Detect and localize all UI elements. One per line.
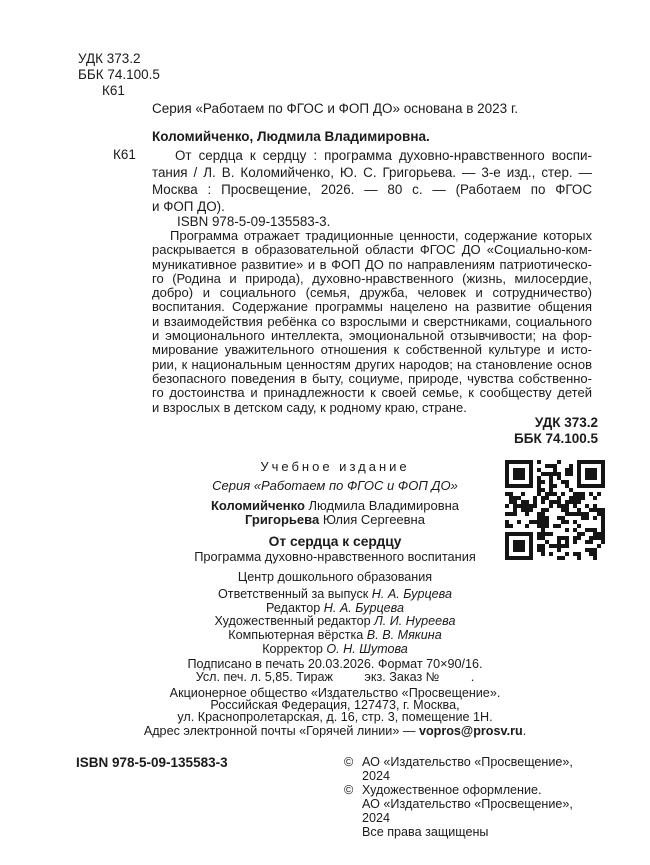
credit-row <box>75 628 595 642</box>
author-given-names: Юлия Сергеевна <box>322 512 425 527</box>
annotation-line: го достоинства и принадлежности к своей семье, к сообществу детей <box>152 385 592 401</box>
annotation-line: воспитания. Содержание программы нацелено на развитие общения <box>152 299 592 315</box>
author-name <box>75 513 595 527</box>
credit-row <box>75 642 595 656</box>
print-info-line: Подписано в печать 20.03.2026. Формат 70×90/16. <box>187 657 483 671</box>
udk-code: УДК 373.2 <box>78 51 141 66</box>
credit-name: Н. А. Бурцева <box>323 601 404 615</box>
credit-role: Редактор <box>266 601 321 615</box>
annotation-line: го (Родина и природа), духовно-нравственного (жизнь, милосердие, <box>152 270 592 286</box>
copyright-row <box>344 783 604 839</box>
publisher-line: Акционерное общество «Издательство «Просвещение». <box>169 686 501 700</box>
annotation-line: муникативное развитие» и в ФОП ДО по направлениям патриотическо- <box>152 256 592 272</box>
annotation-line: и взаимодействия ребёнка со взрослыми и сверстниками, социального <box>152 313 592 329</box>
credit-role: Компьютерная вёрстка <box>228 628 364 642</box>
series-title: Серия «Работаем по ФГОС и ФОП ДО» <box>212 478 458 493</box>
copyright-icon: © <box>344 755 354 769</box>
email-label: Адрес электронной почты «Горячей линии» — <box>143 724 419 738</box>
email-address: vopros@prosv.ru <box>418 724 523 738</box>
credit-row <box>75 601 595 615</box>
publisher-address-line: ул. Краснопролетарская, д. 16, стр. 3, помещение 1Н. <box>177 710 493 724</box>
copyright-text: Художественное оформление. АО «Издательство «Просвещение», 2024 Все права защищены <box>362 783 573 839</box>
annotation-line: и эмоционального интеллекта, эмоциональной отзывчивости; на фор- <box>152 328 592 344</box>
credit-row <box>75 614 595 628</box>
author-sign: К61 <box>102 83 125 98</box>
catalog-margin-sign: К61 <box>113 147 136 162</box>
annotation-line: рии, к национальным ценностям других народов; на становление основ <box>152 356 592 372</box>
catalog-line: Москва : Просвещение, 2026. — 80 с. — (Работаем по ФГОС <box>152 182 592 197</box>
print-info-line: Усл. печ. л. 5,85. Тираж экз. Заказ № . <box>195 670 475 684</box>
annotation-paragraph <box>152 229 592 415</box>
credit-name: О. Н. Шутова <box>326 642 408 656</box>
author-surname: Григорьева <box>245 512 320 527</box>
classification-block-right <box>514 415 598 446</box>
book-subtitle: Программа духовно-нравственного воспитания <box>194 549 476 564</box>
credit-name: В. В. Мякина <box>366 628 442 642</box>
annotation-line: безопасного поведения в быту, социуме, природе, чувства собственно- <box>152 370 592 386</box>
copyright-icon: © <box>344 783 354 797</box>
bbk-code: ББК 74.100.5 <box>514 430 598 446</box>
publisher-address-line: Российская Федерация, 127473, г. Москва, <box>210 698 460 712</box>
credit-name: Н. А. Бурцева <box>371 587 452 601</box>
author-name <box>75 499 595 513</box>
book-title: От сердца к сердцу <box>268 534 402 549</box>
annotation-line: Программа отражает традиционные ценности, содержание которых <box>170 228 592 243</box>
credit-role: Корректор <box>262 642 323 656</box>
footer-isbn: ISBN 978-5-09-135583-3 <box>76 755 228 770</box>
hotline-email-line: Адрес электронной почты «Горячей линии» — vopros@prosv.ru. <box>143 724 527 738</box>
copyright-text: АО «Издательство «Просвещение», 2024 <box>362 755 573 783</box>
catalog-entry <box>152 147 592 215</box>
author-surname: Коломийченко <box>210 498 305 513</box>
credit-row <box>75 587 595 601</box>
publishing-center: Центр дошкольного образования <box>237 570 433 584</box>
annotation-line: мирование уважительного отношения к собственной культуре и исто- <box>152 342 592 358</box>
credit-name: Л. И. Нуреева <box>374 614 456 628</box>
credit-role: Ответственный за выпуск <box>218 587 369 601</box>
annotation-line: добро) и социального (семья, дружба, человек и сотрудничество) <box>152 285 592 301</box>
credit-role: Художественный редактор <box>214 614 371 628</box>
copyright-block <box>344 755 604 839</box>
annotation-line: раскрывается в образовательной области ФГОС ДО «Социально-ком- <box>152 242 592 258</box>
series-founded-note: Серия «Работаем по ФГОС и ФОП ДО» основана в 2023 г. <box>152 101 518 116</box>
udk-code: УДК 373.2 <box>534 415 598 430</box>
annotation-line: и взрослых в детском саду, к родному краю, стране. <box>152 399 467 415</box>
copyright-row <box>344 755 604 783</box>
classification-block <box>78 51 160 99</box>
catalog-line: тания / Л. В. Коломийченко, Ю. С. Григорьева. — 3-е изд., стер. — <box>152 165 592 180</box>
author-given-names: Людмила Владимировна <box>308 498 460 513</box>
catalog-line: и ФОП ДО). <box>152 199 225 214</box>
edition-type: Учебное издание <box>260 459 410 474</box>
catalog-line: От сердца к сердцу : программа духовно-нравственного воспи- <box>175 148 592 163</box>
catalog-author-heading: Коломийченко, Людмила Владимировна. <box>152 129 430 144</box>
bbk-code: ББК 74.100.5 <box>78 67 160 82</box>
catalog-isbn: ISBN 978-5-09-135583-3. <box>177 214 331 229</box>
